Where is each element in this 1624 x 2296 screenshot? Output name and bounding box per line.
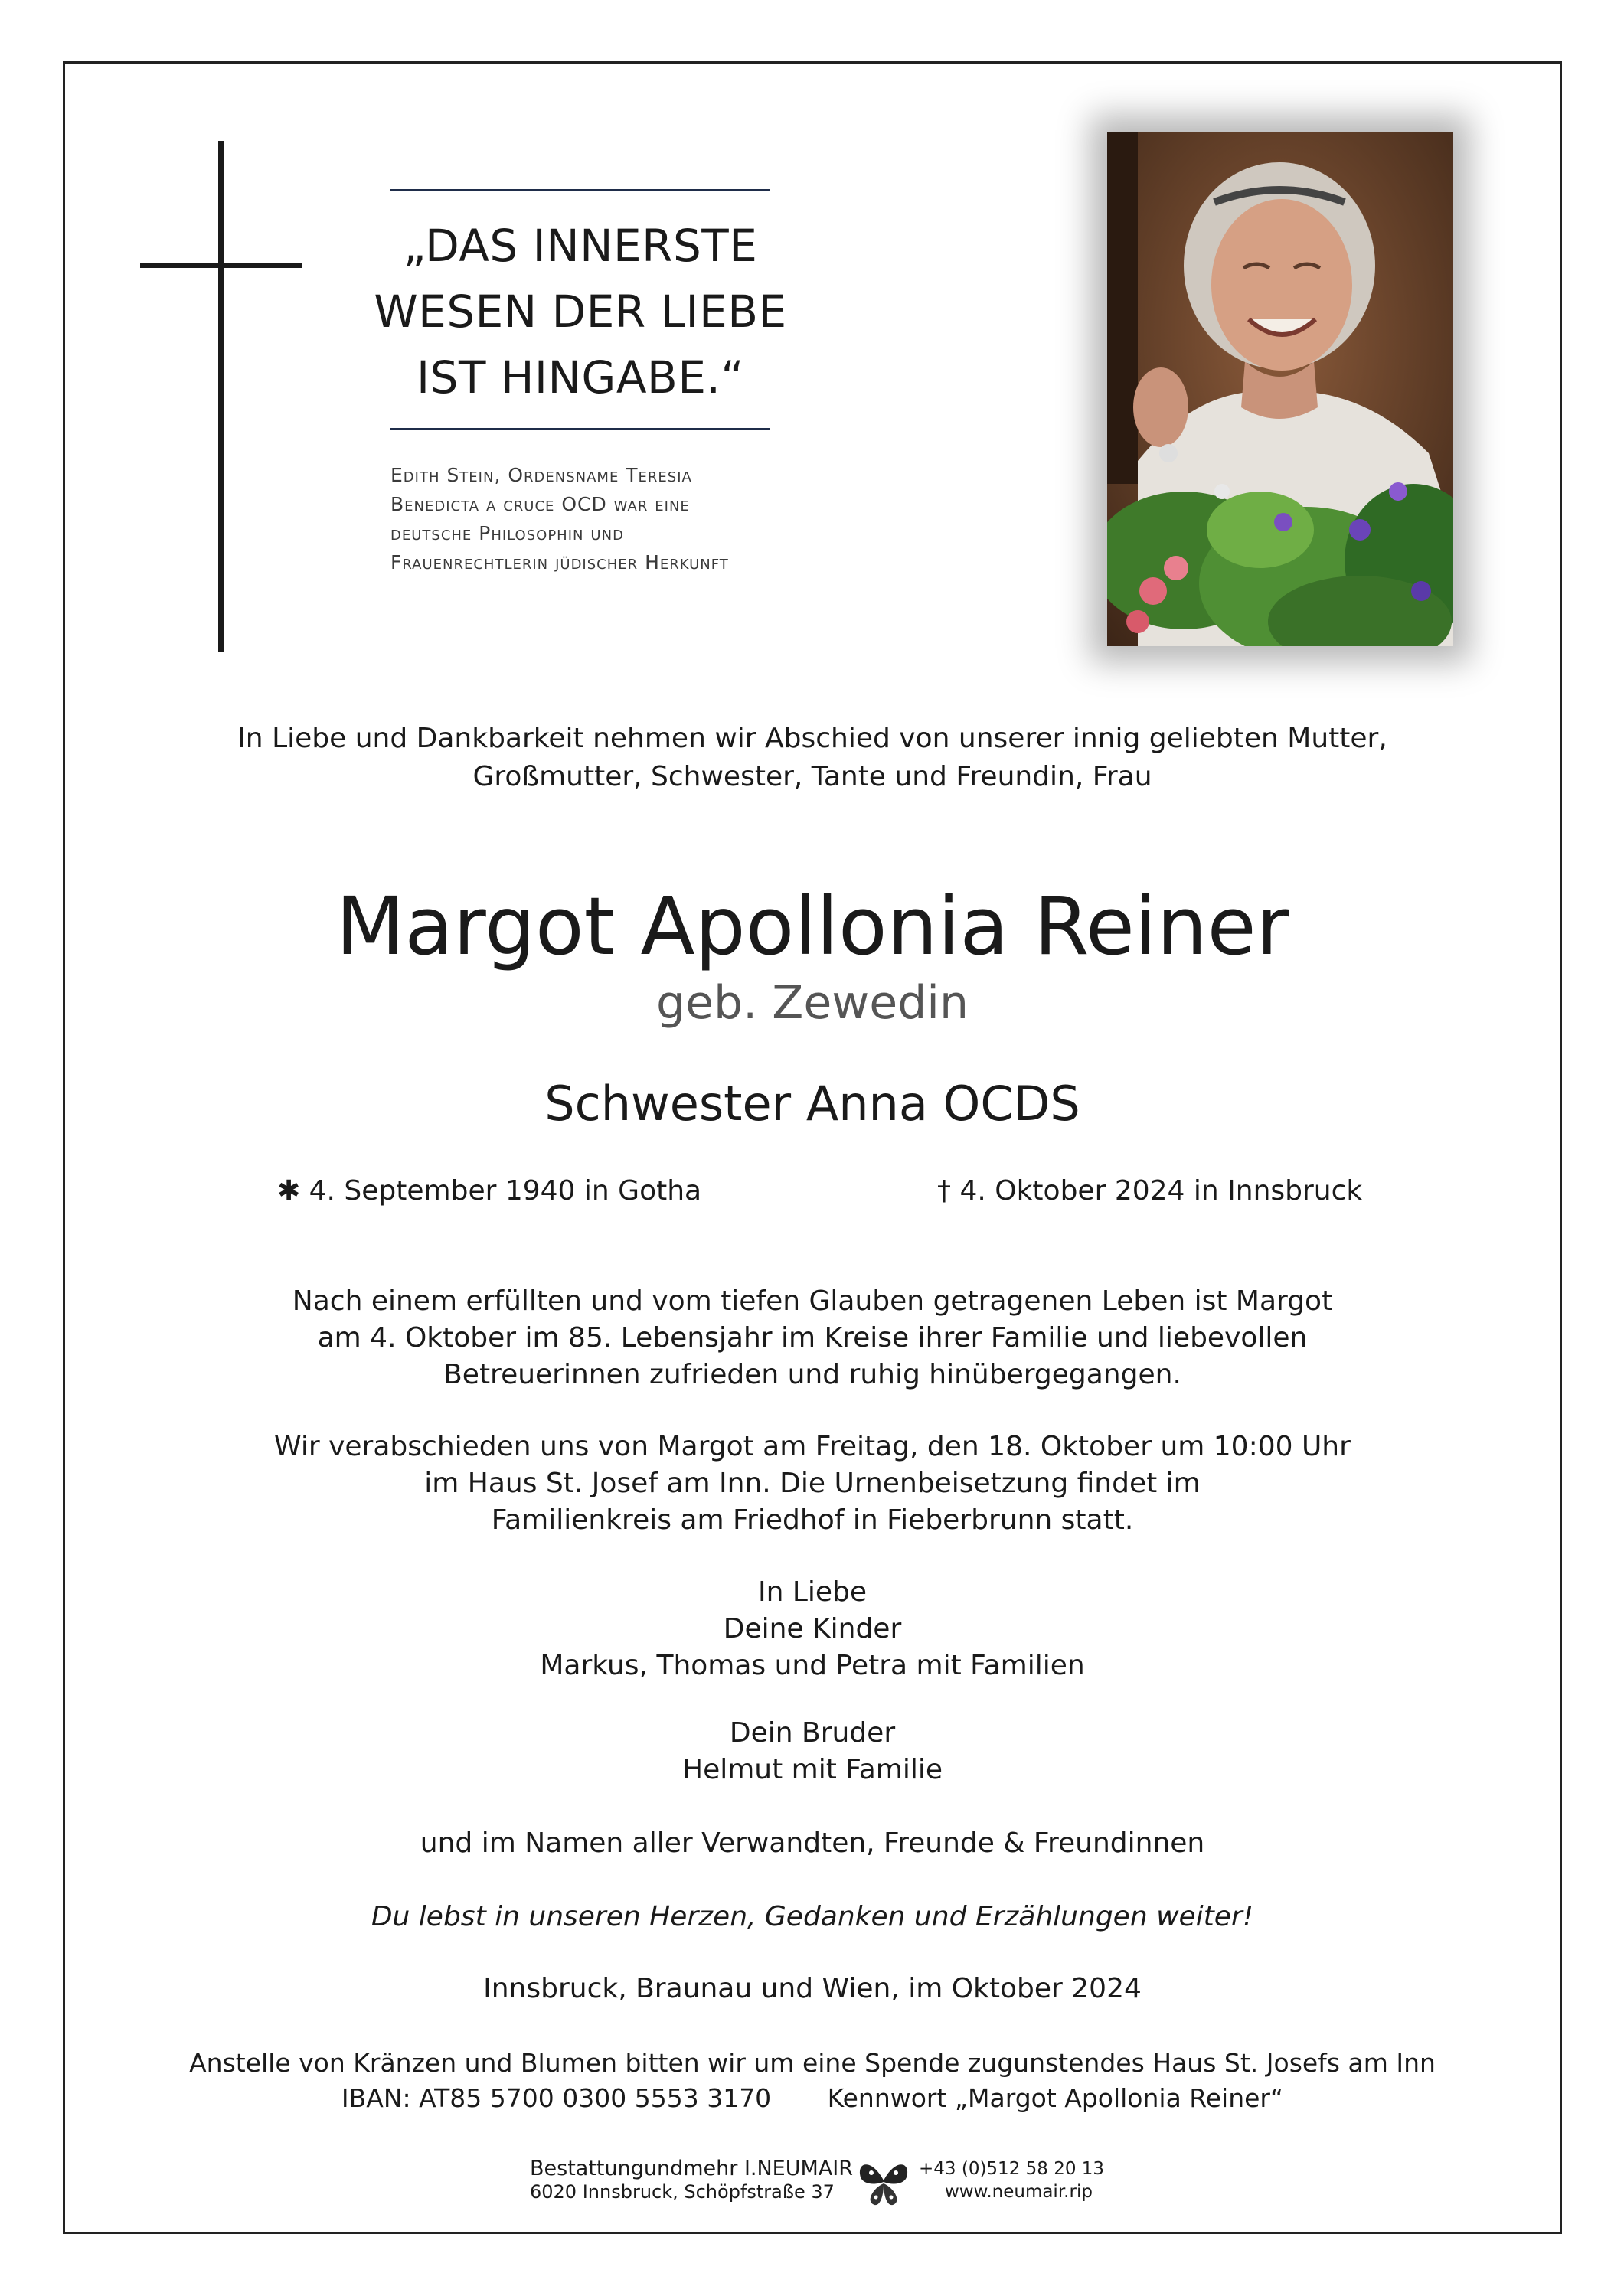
iban-line: IBAN: AT85 5700 0300 5553 3170 Kennwort „Margot Apollonia Reiner“ [341, 2083, 1284, 2113]
birth-star-icon: ✱ [277, 1175, 301, 1207]
death-date [937, 1173, 1362, 1210]
birth-text: 4. September 1940 in Gotha [309, 1175, 702, 1207]
maiden-name: geb. Zewedin [655, 976, 969, 1030]
funeral-home-brand: Bestattungundmehr I.NEUMAIR [530, 2157, 853, 2180]
attribution-line: Benedicta a cruce OCD war eine [390, 493, 690, 515]
paragraph-line: Deine Kinder [723, 1613, 902, 1644]
funeral-home-address: 6020 Innsbruck, Schöpfstraße 37 [530, 2181, 835, 2203]
quote-rule-bottom [390, 428, 770, 430]
quote-rule-top [390, 189, 770, 191]
paragraph-line: Dein Bruder [729, 1717, 896, 1749]
intro-text [63, 720, 1562, 796]
quote [322, 213, 839, 410]
death-text: 4. Oktober 2024 in Innsbruck [959, 1175, 1363, 1207]
mourners-children [63, 1574, 1562, 1684]
farewell-paragraph [63, 1429, 1562, 1539]
birth-date [277, 1173, 701, 1210]
place-date: Innsbruck, Braunau und Wien, im Oktober 2024 [483, 1973, 1142, 2004]
paragraph-line: am 4. Oktober im 85. Lebensjahr im Kreise ihrer Familie und liebevollen [317, 1322, 1308, 1354]
attribution-line: deutsche Philosophin und [390, 522, 624, 544]
mourners-brother [63, 1715, 1562, 1788]
paragraph-line: Betreuerinnen zufrieden und ruhig hinübergegangen. [443, 1359, 1181, 1390]
intro-line: Großmutter, Schwester, Tante und Freundin, Frau [472, 761, 1152, 792]
funeral-home-website[interactable]: www.neumair.rip [945, 2182, 1093, 2202]
funeral-home-contact [919, 2157, 1104, 2203]
cross-icon [218, 141, 224, 652]
intro-line: In Liebe und Dankbarkeit nehmen wir Abschied von unserer innig geliebten Mutter, [237, 723, 1387, 754]
paragraph-line: Nach einem erfüllten und vom tiefen Glauben getragenen Leben ist Margot [292, 1285, 1333, 1317]
portrait-photo [1107, 132, 1453, 646]
paragraph-line: Helmut mit Familie [682, 1754, 943, 1785]
donation-note [63, 2046, 1562, 2116]
paragraph-line: Markus, Thomas und Petra mit Familien [540, 1650, 1085, 1681]
quote-line: WESEN DER LIEBE [374, 286, 787, 338]
paragraph-line: Familienkreis am Friedhof in Fieberbrunn statt. [491, 1504, 1134, 1536]
donation-line: Anstelle von Kränzen und Blumen bitten wir um eine Spende zugunstendes Haus St. Josefs am Inn [189, 2048, 1436, 2078]
butterfly-logo-icon [856, 2157, 911, 2208]
attribution-line: Edith Stein, Ordensname Teresia [390, 464, 692, 486]
death-cross-icon: † [937, 1175, 951, 1207]
paragraph-line: Wir verabschieden uns von Margot am Freitag, den 18. Oktober um 10:00 Uhr [274, 1431, 1351, 1462]
funeral-home-phone: +43 (0)512 58 20 13 [919, 2159, 1105, 2179]
paragraph-line: In Liebe [757, 1576, 868, 1608]
paragraph-line: im Haus St. Josef am Inn. Die Urnenbeisetzung findet im [424, 1468, 1201, 1499]
religious-name: Schwester Anna OCDS [544, 1076, 1080, 1132]
attribution-line: Frauenrechtlerin jüdischer Herkunft [390, 551, 729, 573]
quote-attribution [390, 461, 865, 577]
cross-icon-bar [140, 263, 302, 268]
deceased-name: Margot Apollonia Reiner [335, 880, 1289, 973]
memorial-line: Du lebst in unseren Herzen, Gedanken und Erzählungen weiter! [371, 1901, 1254, 1932]
quote-line: „DAS INNERSTE [403, 220, 758, 272]
funeral-home-info [530, 2157, 853, 2203]
mourners-others: und im Namen aller Verwandten, Freunde & Freundinnen [420, 1827, 1205, 1859]
quote-line: IST HINGABE.“ [417, 351, 744, 403]
life-paragraph [63, 1283, 1562, 1393]
